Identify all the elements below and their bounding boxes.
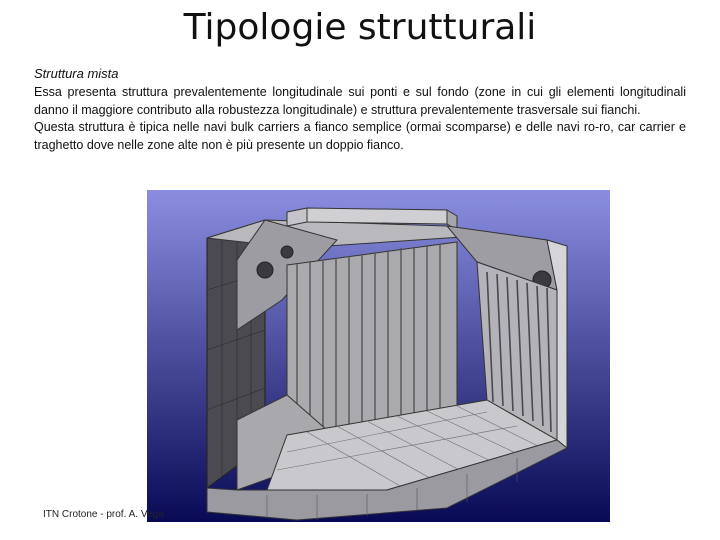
- slide-body: [34, 84, 686, 154]
- slide-title: Tipologie strutturali: [183, 7, 537, 48]
- slide-subtitle: Struttura mista: [34, 66, 119, 81]
- paragraph-1: Essa presenta struttura prevalentemente longitudinale sui ponti e sul fondo (zone in cui gli elementi longitudinali danno il maggiore contributo alla robustezza longitudinale) e struttura prevalentemente trasversale sui fianchi.: [34, 85, 686, 117]
- hull-section-figure: [147, 190, 610, 522]
- paragraph-2: Questa struttura è tipica nelle navi bulk carriers a fianco semplice (ormai scomparse) e delle navi ro-ro, car carrier e traghetto dove nelle zone alte non è più presente un doppio fianco.: [34, 120, 686, 152]
- slide-footer: ITN Crotone - prof. A. Vega: [43, 509, 164, 520]
